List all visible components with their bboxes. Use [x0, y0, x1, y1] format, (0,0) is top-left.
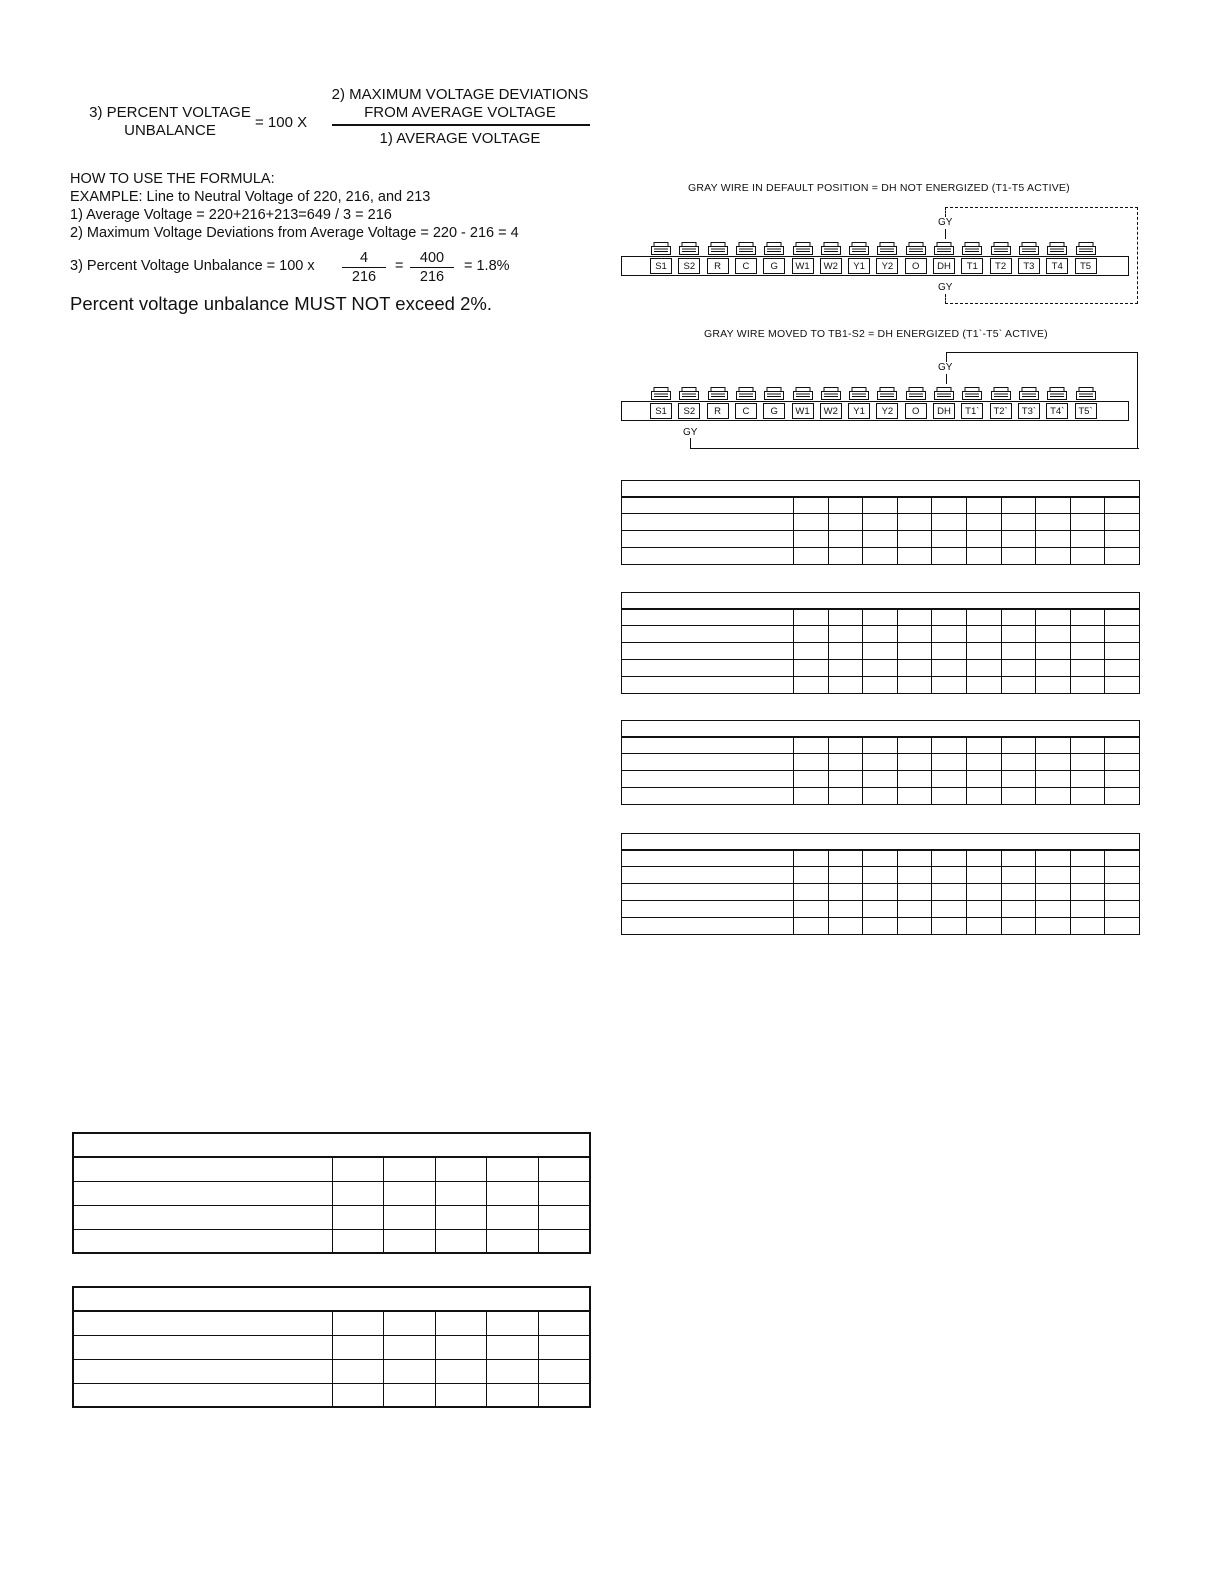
diagram-2-wire-to-s2: [690, 438, 1139, 449]
fraction-1-denominator: 216: [351, 269, 377, 285]
table-row: [73, 1383, 590, 1407]
terminal-screw-icon: [877, 387, 897, 400]
table-row: [622, 754, 1140, 771]
terminal-screw-icon: [651, 387, 671, 400]
formula-numerator: [325, 86, 595, 122]
terminal-screw-icon: [651, 242, 671, 255]
formula-denominator: 1) AVERAGE VOLTAGE: [379, 130, 541, 147]
terminal-y2: Y2: [876, 403, 898, 419]
terminal-screw-icon: [679, 387, 699, 400]
terminal-screw-icon: [962, 242, 982, 255]
terminal-dh: DH: [933, 258, 955, 274]
terminal-t2-prime: T2`: [990, 403, 1012, 419]
table-row: [622, 609, 1140, 626]
terminal-g: G: [763, 403, 785, 419]
wiring-table-1: [621, 480, 1140, 565]
example-equation-3: [70, 250, 610, 290]
table-header-row: [73, 1287, 590, 1311]
terminal-screw-icon: [877, 242, 897, 255]
terminal-screw-icon: [1047, 387, 1067, 400]
terminal-screw-icon: [906, 242, 926, 255]
terminal-dh: DH: [933, 403, 955, 419]
table-row: [622, 548, 1140, 565]
table-row: [622, 643, 1140, 660]
table-row: [73, 1157, 590, 1181]
equation-label: 3) Percent Voltage Unbalance = 100 x: [70, 258, 315, 274]
terminal-t5: T5: [1075, 258, 1097, 274]
formula-numerator-line1: 2) MAXIMUM VOLTAGE DEVIATIONS: [331, 86, 589, 103]
diagram-1-gy-bottom: GY: [938, 282, 953, 293]
table-row: [622, 737, 1140, 754]
voltage-unbalance-formula: [60, 84, 620, 154]
terminal-screw-icon: [962, 387, 982, 400]
diagram-2-wire-to-dh: [946, 374, 947, 384]
terminal-screw-icon: [991, 242, 1011, 255]
diagram-1-wire-to-dh: [945, 229, 946, 239]
terminal-t5-prime: T5`: [1075, 403, 1097, 419]
example-line-1: EXAMPLE: Line to Neutral Voltage of 220, 216, and 213: [70, 189, 431, 205]
table-row: [73, 1359, 590, 1383]
table-header-row: [622, 834, 1140, 850]
terminal-screw-icon: [1076, 387, 1096, 400]
terminal-w1: W1: [792, 403, 814, 419]
terminal-t4-prime: T4`: [1046, 403, 1068, 419]
terminal-s2: S2: [678, 258, 700, 274]
terminal-t1-prime: T1`: [961, 403, 983, 419]
terminal-w2: W2: [820, 258, 842, 274]
equation-equals: =: [395, 258, 404, 274]
terminal-screw-icon: [1019, 242, 1039, 255]
terminal-y1: Y1: [848, 258, 870, 274]
formula-equals: = 100 X: [255, 114, 308, 131]
table-row: [622, 497, 1140, 514]
terminal-r: R: [707, 403, 729, 419]
table-row: [73, 1311, 590, 1335]
table-header-row: [622, 481, 1140, 497]
terminal-w2: W2: [820, 403, 842, 419]
wiring-table-2: [621, 592, 1140, 694]
table-row: [622, 901, 1140, 918]
terminal-screw-icon: [1076, 242, 1096, 255]
terminal-screw-icon: [1047, 242, 1067, 255]
terminal-o: O: [905, 403, 927, 419]
table-row: [73, 1181, 590, 1205]
formula-fraction-bar: [332, 124, 590, 126]
terminal-screw-icon: [934, 242, 954, 255]
terminal-t3: T3: [1018, 258, 1040, 274]
table-row: [622, 660, 1140, 677]
terminal-y2: Y2: [876, 258, 898, 274]
table-row: [73, 1229, 590, 1253]
wiring-table-3: [621, 720, 1140, 805]
terminal-screw-icon: [793, 387, 813, 400]
diagram-1-caption: GRAY WIRE IN DEFAULT POSITION = DH NOT ENERGIZED (T1-T5 ACTIVE): [688, 182, 1070, 194]
terminal-t3-prime: T3`: [1018, 403, 1040, 419]
terminal-s1: S1: [650, 403, 672, 419]
formula-numerator-line2: FROM AVERAGE VOLTAGE: [364, 104, 556, 121]
diagram-2-gy-top: GY: [938, 362, 953, 373]
table-row: [622, 788, 1140, 805]
diagram-1-wire-drop: [945, 207, 946, 217]
data-table-2: [72, 1286, 591, 1408]
diagram-2-gy-bottom: GY: [683, 427, 698, 438]
terminal-c: C: [735, 403, 757, 419]
terminal-screw-icon: [793, 242, 813, 255]
data-table-1: [72, 1132, 591, 1254]
fraction-1-numerator: 4: [342, 250, 386, 268]
example-line-3: 2) Maximum Voltage Deviations from Average Voltage = 220 - 216 = 4: [70, 225, 519, 241]
table-header-row: [73, 1133, 590, 1157]
terminal-screw-icon: [849, 387, 869, 400]
table-row: [622, 677, 1140, 694]
terminal-y1: Y1: [848, 403, 870, 419]
terminal-screw-icon: [736, 387, 756, 400]
terminal-strip-2: [621, 401, 1129, 421]
table-row: [622, 514, 1140, 531]
terminal-r: R: [707, 258, 729, 274]
terminal-screw-icon: [708, 242, 728, 255]
terminal-t4: T4: [1046, 258, 1068, 274]
terminal-screw-icon: [764, 242, 784, 255]
terminal-strip-1: [621, 256, 1129, 276]
table-header-row: [622, 721, 1140, 737]
terminal-w1: W1: [792, 258, 814, 274]
diagram-1-wire-rise: [945, 294, 946, 304]
terminal-screw-icon: [849, 242, 869, 255]
terminal-screw-icon: [679, 242, 699, 255]
terminal-screw-icon: [821, 242, 841, 255]
terminal-s2: S2: [678, 403, 700, 419]
terminal-screw-icon: [906, 387, 926, 400]
terminal-c: C: [735, 258, 757, 274]
formula-left-line1: 3) PERCENT VOLTAGE: [89, 104, 251, 121]
table-row: [622, 771, 1140, 788]
fraction-2-denominator: 216: [419, 269, 445, 285]
fraction-2-numerator: 400: [410, 250, 454, 268]
diagram-1-gy-top: GY: [938, 217, 953, 228]
table-row: [73, 1335, 590, 1359]
terminal-screw-icon: [934, 387, 954, 400]
diagram-2-wire-drop: [946, 352, 947, 362]
terminal-s1: S1: [650, 258, 672, 274]
unbalance-warning: Percent voltage unbalance MUST NOT exceed 2%.: [70, 293, 492, 314]
table-row: [622, 531, 1140, 548]
terminal-g: G: [763, 258, 785, 274]
terminal-screw-icon: [736, 242, 756, 255]
fraction-2: [410, 250, 454, 285]
terminal-screw-icon: [1019, 387, 1039, 400]
formula-left-side: [60, 104, 280, 140]
terminal-screw-icon: [991, 387, 1011, 400]
table-row: [73, 1205, 590, 1229]
equation-result: = 1.8%: [464, 258, 510, 274]
table-row: [622, 867, 1140, 884]
table-header-row: [622, 593, 1140, 609]
example-line-2: 1) Average Voltage = 220+216+213=649 / 3 = 216: [70, 207, 392, 223]
table-row: [622, 850, 1140, 867]
diagram-2-caption: GRAY WIRE MOVED TO TB1-S2 = DH ENERGIZED (T1`-T5` ACTIVE): [704, 328, 1048, 340]
terminal-screw-icon: [821, 387, 841, 400]
formula-left-line2: UNBALANCE: [124, 122, 216, 139]
terminal-o: O: [905, 258, 927, 274]
terminal-screw-icon: [764, 387, 784, 400]
terminal-screw-icon: [708, 387, 728, 400]
table-row: [622, 884, 1140, 901]
wiring-table-4: [621, 833, 1140, 935]
table-row: [622, 918, 1140, 935]
terminal-t1: T1: [961, 258, 983, 274]
fraction-1: [342, 250, 386, 285]
example-heading: HOW TO USE THE FORMULA:: [70, 171, 275, 187]
terminal-t2: T2: [990, 258, 1012, 274]
formula-example: [70, 170, 519, 242]
table-row: [622, 626, 1140, 643]
